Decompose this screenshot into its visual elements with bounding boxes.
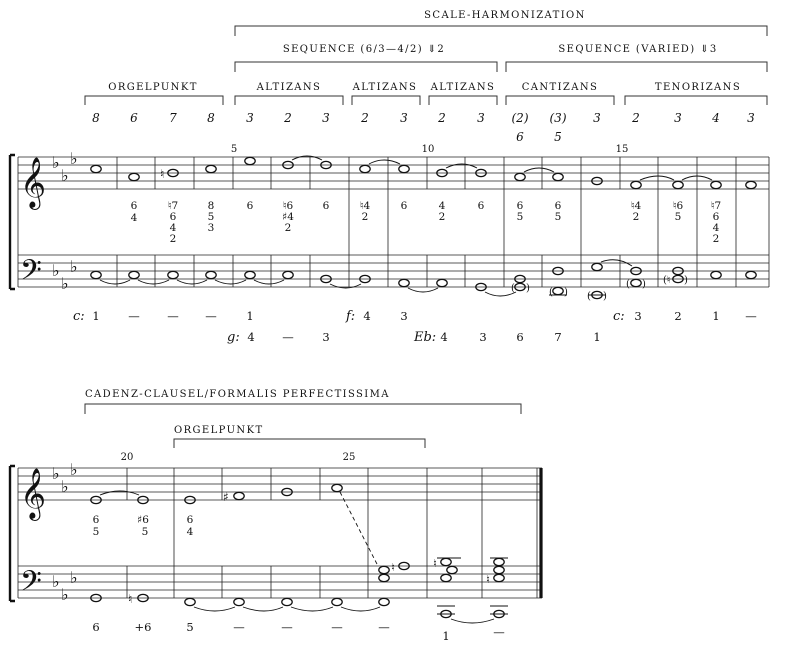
parenthesis: ) — [526, 283, 530, 294]
svg-text:2: 2 — [438, 211, 446, 223]
whole-note — [360, 165, 370, 172]
natural-sign-icon: ♮ — [391, 561, 395, 574]
parenthesis: ) — [564, 287, 568, 298]
degree-label: 7 — [554, 330, 562, 344]
degree-label: 1 — [593, 330, 601, 344]
tie — [291, 607, 333, 611]
svg-text:6: 6 — [169, 211, 177, 223]
tie — [524, 168, 554, 172]
svg-text:♭: ♭ — [61, 166, 69, 185]
svg-text:4: 4 — [169, 222, 177, 234]
svg-text:♭: ♭ — [61, 274, 69, 293]
svg-text:2: 2 — [284, 222, 292, 234]
measure-number: 20 — [120, 452, 134, 463]
svg-text:6: 6 — [516, 200, 524, 212]
top-analysis-brackets — [85, 10, 767, 105]
whole-note — [91, 165, 101, 172]
degree-label: 4 — [247, 330, 255, 344]
altizans-label-3: ALTIZANS — [430, 82, 496, 93]
whole-note — [399, 165, 409, 172]
figure-stack — [131, 200, 138, 224]
parenthesis: ( — [511, 283, 515, 294]
degree-number: (2) — [511, 111, 529, 125]
whole-note — [185, 598, 195, 605]
parenthesis: ( — [587, 291, 591, 302]
figure-stack — [168, 200, 178, 245]
figure-stack — [673, 200, 684, 223]
treble-staff-2 — [18, 468, 542, 500]
degree-label: 3 — [479, 330, 487, 344]
degree-number: 7 — [169, 111, 177, 125]
svg-text:2: 2 — [169, 233, 177, 245]
tie — [451, 619, 494, 623]
whole-note — [494, 574, 504, 581]
degree-number: 3 — [246, 111, 254, 125]
degree-number: 6 — [130, 111, 138, 125]
svg-text:6: 6 — [712, 211, 720, 223]
whole-note — [129, 173, 139, 180]
whole-note — [206, 165, 216, 172]
bass-staff-2 — [18, 566, 542, 598]
whole-note — [245, 271, 255, 278]
altizans-label-2: ALTIZANS — [352, 82, 418, 93]
natural-sign-icon: ♮ — [433, 557, 437, 570]
svg-text:5: 5 — [207, 211, 215, 223]
svg-text:4: 4 — [438, 200, 446, 212]
degree-label: 4 — [363, 309, 371, 323]
voice-leading-line — [340, 492, 378, 566]
tie — [408, 288, 438, 292]
system-2-staves — [10, 460, 542, 623]
svg-text:♭: ♭ — [61, 477, 69, 496]
tie — [194, 607, 235, 611]
whole-note — [234, 492, 244, 499]
key-signature-bass-2 — [52, 568, 78, 604]
figure-stack — [360, 200, 371, 223]
whole-note — [746, 271, 756, 278]
key-signature-bass — [52, 257, 78, 293]
svg-text:4: 4 — [130, 212, 138, 224]
svg-text:5: 5 — [674, 211, 682, 223]
continuation-dash: — — [167, 309, 179, 323]
continuation-dash: — — [282, 330, 294, 344]
treble-notes-system-1 — [91, 156, 756, 189]
svg-text:6: 6 — [186, 514, 194, 526]
svg-text:6: 6 — [130, 200, 138, 212]
svg-text:6: 6 — [322, 200, 330, 212]
svg-text:♭: ♭ — [52, 572, 60, 591]
whole-note — [129, 271, 139, 278]
parenthesis: (♮ — [663, 275, 671, 286]
degree-label: 5 — [186, 620, 194, 634]
key-label: g: — [227, 330, 240, 345]
whole-note — [447, 566, 457, 573]
figure-stack — [555, 200, 562, 223]
parenthesis: ) — [684, 275, 688, 286]
whole-note-parenthesized — [553, 287, 563, 294]
whole-note — [379, 574, 389, 581]
tie — [369, 160, 400, 164]
svg-text:4: 4 — [712, 222, 720, 234]
svg-text:3: 3 — [207, 222, 215, 234]
figure-stack — [137, 514, 149, 538]
figure-stack — [247, 200, 254, 212]
figure-stack — [208, 200, 215, 234]
svg-text:♮6: ♮6 — [282, 200, 294, 212]
whole-note — [206, 271, 216, 278]
bass-clef-icon: 𝄢 — [20, 254, 42, 294]
svg-text:6: 6 — [92, 514, 100, 526]
parenthesis: ) — [603, 291, 607, 302]
tie — [100, 280, 130, 284]
whole-note — [631, 181, 641, 188]
degree-number: 4 — [712, 111, 720, 125]
whole-note — [379, 598, 389, 605]
svg-text:5: 5 — [516, 211, 524, 223]
scale-harmonization-label: SCALE-HARMONIZATION — [424, 10, 586, 21]
degree-number: 3 — [674, 111, 682, 125]
svg-text:6: 6 — [246, 200, 254, 212]
degree-number: 3 — [593, 111, 601, 125]
system-1-staves — [10, 149, 769, 302]
continuation-dash: — — [378, 620, 390, 634]
whole-note — [494, 558, 504, 565]
key-label: f: — [346, 309, 356, 324]
svg-text:♮4: ♮4 — [359, 200, 371, 212]
figure-stack — [282, 200, 294, 234]
whole-note — [283, 271, 293, 278]
degree-label: 3 — [400, 309, 408, 323]
svg-text:♮4: ♮4 — [630, 200, 642, 212]
figure-stack — [187, 514, 194, 538]
key-label: c: — [613, 309, 625, 324]
orgelpunkt-label: ORGELPUNKT — [108, 82, 198, 93]
whole-note — [592, 263, 602, 270]
svg-text:2: 2 — [712, 233, 720, 245]
whole-note — [245, 157, 255, 164]
degree-label: 3 — [634, 309, 642, 323]
whole-note — [282, 598, 292, 605]
whole-note-parenthesized — [631, 279, 641, 286]
whole-note — [399, 279, 409, 286]
tie — [341, 607, 380, 611]
altizans-label-1: ALTIZANS — [256, 82, 322, 93]
tie — [254, 280, 284, 284]
measure-number: 25 — [342, 452, 356, 463]
svg-text:2: 2 — [361, 211, 369, 223]
treble-clef-icon: 𝄞 — [20, 468, 47, 519]
natural-sign-icon: ♮ — [486, 573, 490, 586]
measure-number: 10 — [421, 144, 435, 155]
degree-subnumber: 6 — [516, 130, 524, 144]
degree-label: 6 — [92, 620, 100, 634]
figured-bass-system-2 — [93, 514, 194, 538]
orgelpunkt-label-2: ORGELPUNKT — [174, 425, 264, 436]
figure-stack — [631, 200, 642, 223]
degree-number: 3 — [747, 111, 755, 125]
svg-text:6: 6 — [400, 200, 408, 212]
whole-note — [515, 173, 525, 180]
key-signature-treble — [52, 149, 78, 185]
svg-text:♮7: ♮7 — [710, 200, 722, 212]
continuation-dash: — — [745, 309, 757, 323]
system-bracket — [10, 155, 15, 289]
whole-note — [711, 271, 721, 278]
whole-note — [673, 181, 683, 188]
degree-number: 3 — [322, 111, 330, 125]
degree-number: (3) — [549, 111, 567, 125]
tie — [243, 607, 283, 611]
degree-label: 1 — [712, 309, 720, 323]
tie — [640, 176, 674, 180]
svg-text:5: 5 — [554, 211, 562, 223]
svg-text:♭: ♭ — [70, 149, 78, 168]
bass-notes-system-1 — [91, 260, 756, 302]
svg-text:5: 5 — [92, 526, 100, 538]
figure-stack — [478, 200, 485, 212]
bass-staff — [18, 255, 769, 287]
treble-notes-system-2 — [91, 484, 378, 566]
degree-label: 1 — [246, 309, 254, 323]
treble-clef-icon: 𝄞 — [20, 157, 47, 208]
svg-text:♭: ♭ — [52, 153, 60, 172]
continuation-dash: — — [493, 625, 505, 639]
svg-text:♮7: ♮7 — [167, 200, 179, 212]
degree-subnumber: 5 — [554, 130, 562, 144]
svg-text:6: 6 — [477, 200, 485, 212]
measure-number: 5 — [230, 144, 238, 155]
whole-note — [91, 271, 101, 278]
cadenz-clausel-label: CADENZ-CLAUSEL/FORMALIS PERFECTISSIMA — [85, 389, 390, 400]
svg-text:♯6: ♯6 — [137, 514, 149, 526]
figure-stack — [93, 514, 100, 538]
svg-text:5: 5 — [141, 526, 149, 538]
tie — [177, 280, 207, 284]
measure-number: 15 — [615, 144, 629, 155]
degree-number: 2 — [284, 111, 292, 125]
roman-numeral-analysis-system-2 — [92, 620, 504, 643]
svg-text:2: 2 — [632, 211, 640, 223]
svg-text:8: 8 — [207, 200, 215, 212]
whole-note — [168, 271, 178, 278]
scale-degree-numbers — [92, 111, 755, 144]
whole-note — [711, 181, 721, 188]
svg-text:4: 4 — [186, 526, 194, 538]
degree-number: 2 — [361, 111, 369, 125]
key-label: c: — [73, 309, 85, 324]
whole-note — [332, 598, 342, 605]
roman-numeral-analysis-row-2 — [227, 330, 601, 345]
svg-text:♭: ♭ — [70, 460, 78, 479]
figure-stack — [517, 200, 524, 223]
figure-stack — [323, 200, 330, 212]
figure-stack — [711, 200, 721, 245]
whole-note — [441, 574, 451, 581]
continuation-dash: — — [331, 620, 343, 634]
sequence-2-label: SEQUENCE (VARIED) ⇓3 — [558, 44, 718, 55]
degree-label: 3 — [322, 330, 330, 344]
degree-label: 2 — [674, 309, 682, 323]
tie — [138, 280, 169, 284]
degree-number: 2 — [632, 111, 640, 125]
svg-text:♭: ♭ — [70, 257, 78, 276]
system-2-brackets — [85, 389, 521, 448]
natural-sign-icon: ♮ — [128, 592, 133, 606]
degree-number: 8 — [92, 111, 100, 125]
tie — [215, 280, 246, 284]
continuation-dash: — — [205, 309, 217, 323]
whole-note — [332, 484, 342, 491]
whole-note — [553, 173, 563, 180]
degree-label: 1 — [442, 629, 450, 643]
svg-text:♯4: ♯4 — [282, 211, 294, 223]
figure-stack — [439, 200, 446, 223]
degree-label: +6 — [134, 620, 152, 634]
whole-note — [494, 566, 504, 573]
whole-note — [746, 181, 756, 188]
figured-bass-system-1 — [131, 200, 722, 245]
whole-note — [234, 598, 244, 605]
degree-number: 2 — [438, 111, 446, 125]
whole-note — [441, 558, 451, 565]
sharp-sign-icon: ♯ — [223, 490, 229, 504]
figure-stack — [401, 200, 408, 212]
degree-number: 8 — [207, 111, 215, 125]
degree-label: 1 — [92, 309, 100, 323]
whole-note — [379, 566, 389, 573]
natural-sign-icon: ♮ — [160, 167, 165, 181]
degree-label: 6 — [516, 330, 524, 344]
svg-text:♭: ♭ — [52, 464, 60, 483]
continuation-dash: — — [233, 620, 245, 634]
bass-clef-icon: 𝄢 — [20, 565, 42, 605]
svg-text:6: 6 — [554, 200, 562, 212]
cantizans-label: CANTIZANS — [521, 82, 599, 93]
degree-label: 4 — [440, 330, 448, 344]
svg-text:♮6: ♮6 — [672, 200, 684, 212]
svg-text:♭: ♭ — [61, 585, 69, 604]
degree-number: 3 — [400, 111, 408, 125]
key-label: Eb: — [414, 330, 437, 345]
parenthesis: ( — [626, 279, 630, 290]
system-bracket — [10, 466, 15, 601]
continuation-dash: — — [281, 620, 293, 634]
key-signature-treble-2 — [52, 460, 78, 496]
continuation-dash: — — [128, 309, 140, 323]
whole-note — [437, 279, 447, 286]
svg-text:♭: ♭ — [70, 568, 78, 587]
svg-text:♭: ♭ — [52, 261, 60, 280]
tenorizans-label: TENORIZANS — [654, 82, 742, 93]
degree-number: 3 — [477, 111, 485, 125]
roman-numeral-analysis-row-1 — [73, 309, 757, 324]
sequence-1-label: SEQUENCE (6/3—4/2) ⇓2 — [282, 44, 446, 55]
parenthesis: ) — [642, 279, 646, 290]
parenthesis: ( — [549, 287, 553, 298]
